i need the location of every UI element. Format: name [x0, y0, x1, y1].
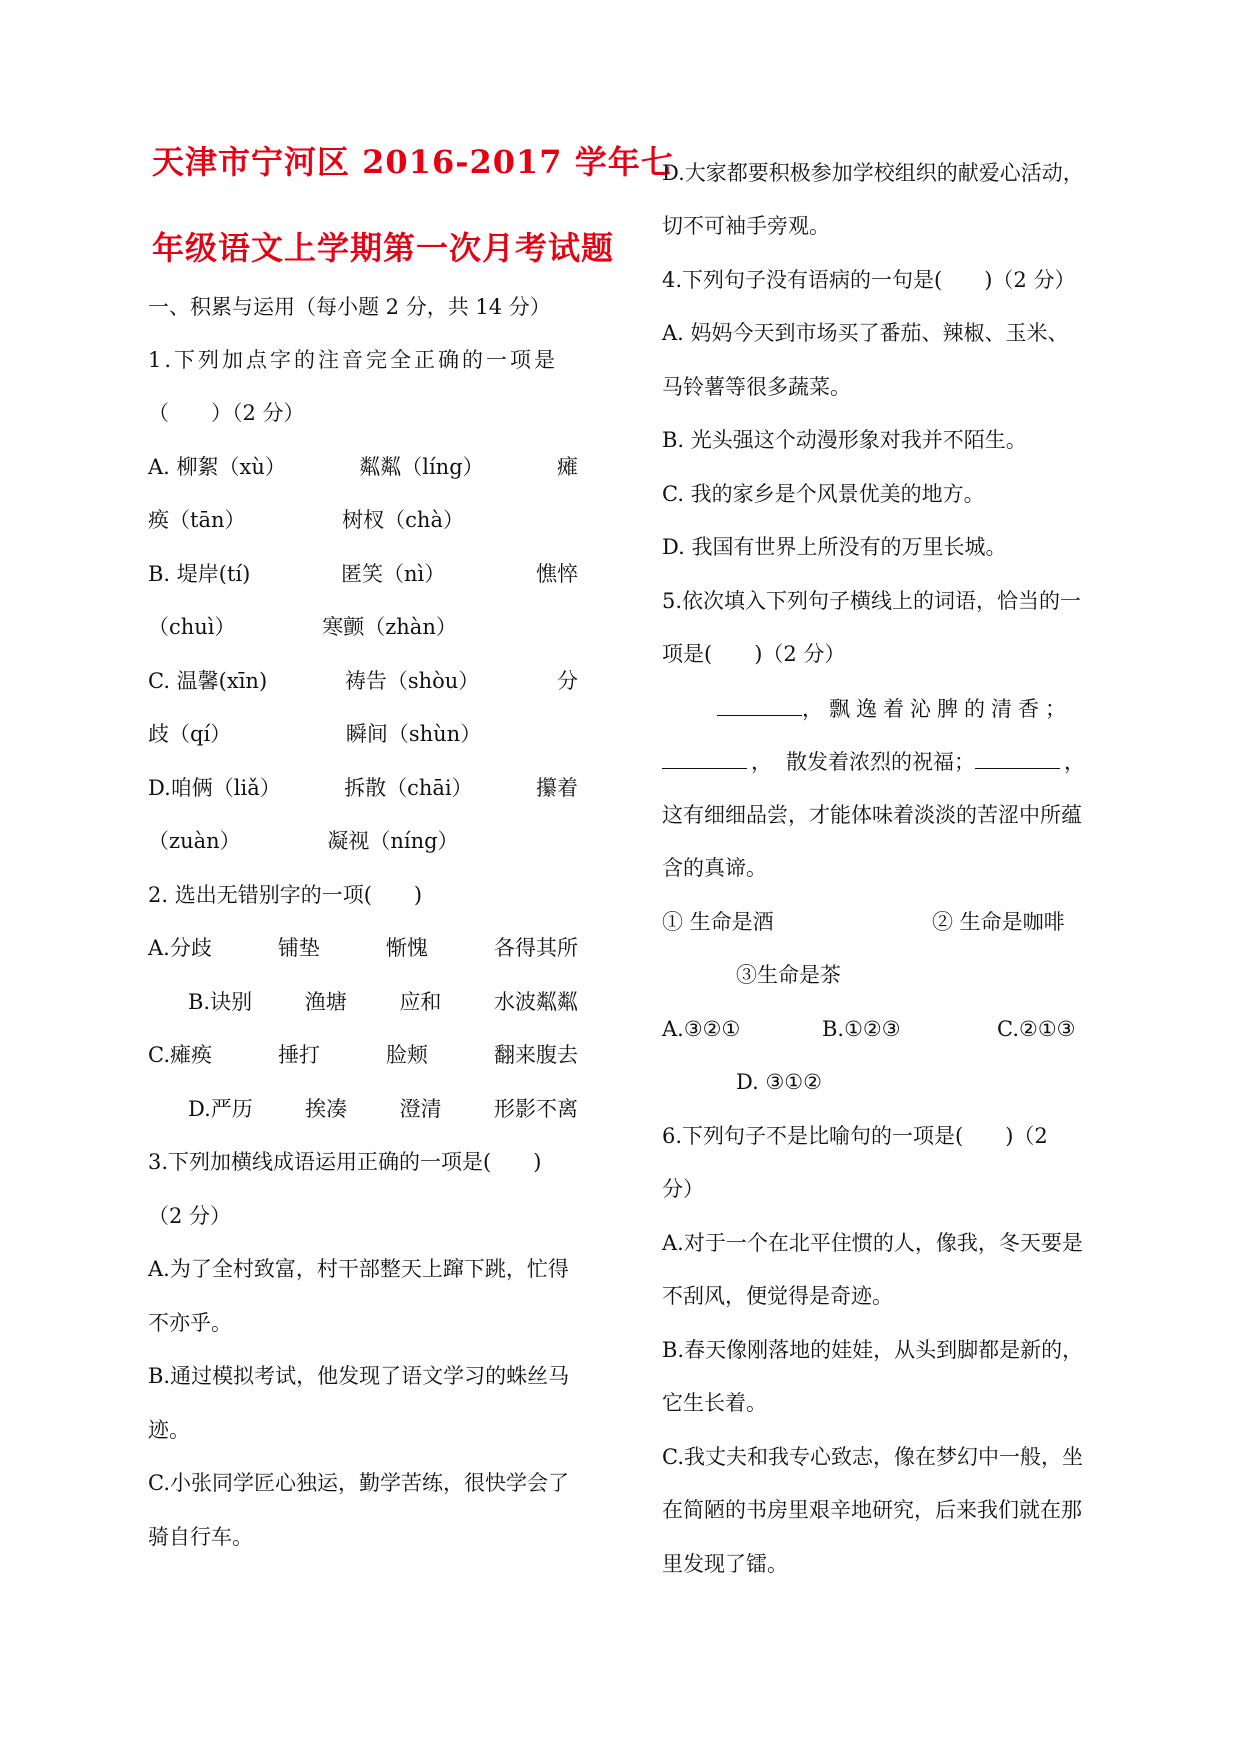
q3-option-c: C.小张同学匠心独运，勤学苦练，很快学会了 [148, 1471, 569, 1495]
q5-stem: 5.依次填入下列句子横线上的词语，恰当的一 [662, 589, 1082, 613]
q1-d-part: 攥着 [536, 776, 578, 800]
q3-option-d-cont: 切不可袖手旁观。 [662, 214, 830, 238]
q1-b-part: 寒颤（zhàn） [322, 615, 457, 639]
q2-option-d [188, 1094, 578, 1124]
q3-stem: 3.下列加横线成语运用正确的一项是( ) [148, 1150, 542, 1174]
q1-d-part: 拆散（chāi） [344, 776, 473, 800]
q2-b-word: B.诀别 [188, 990, 253, 1014]
q4-stem: 4.下列句子没有语病的一句是( )（2 分） [662, 268, 1076, 292]
q2-option-a [148, 933, 578, 963]
q1-option-d [148, 773, 578, 803]
q2-a-word: 惭愧 [385, 936, 428, 960]
q1-option-b [148, 559, 578, 589]
q3-stem-cont: （2 分） [148, 1204, 232, 1228]
q5-answer-b: B.①②③ [822, 1017, 901, 1041]
q2-c-word: 脸颊 [386, 1043, 428, 1067]
q1-a-part: 粼粼（líng） [359, 455, 484, 479]
q5-answer-c: C.②①③ [997, 1017, 1076, 1041]
fill-blank-1[interactable] [717, 693, 802, 716]
q6-option-c-cont2: 里发现了镭。 [662, 1552, 788, 1576]
q6-option-a: A.对于一个在北平住惯的人，像我，冬天要是 [662, 1231, 1083, 1255]
q5-answer-d: D. ③①② [736, 1070, 822, 1094]
q2-option-c [148, 1040, 578, 1070]
fill-blank-2[interactable] [662, 746, 747, 769]
q4-option-a-cont: 马铃薯等很多蔬菜。 [662, 375, 851, 399]
q3-option-c-cont: 骑自行车。 [148, 1525, 253, 1549]
q3-option-d: D.大家都要积极参加学校组织的献爱心活动， [662, 161, 1084, 185]
q1-c-part: 瞬间（shùn） [345, 722, 482, 746]
q4-option-b: B. 光头强这个动漫形象对我并不陌生。 [662, 428, 1027, 452]
q2-a-word: A.分歧 [148, 936, 212, 960]
q1-option-c-cont [148, 719, 481, 749]
fill-blank-3[interactable] [975, 746, 1060, 769]
q1-b-part: B. 堤岸(tí) [148, 562, 251, 586]
q1-option-b-cont [148, 612, 457, 642]
q1-option-a [148, 452, 578, 482]
q1-stem-cont: （ ）（2 分） [148, 401, 305, 425]
q2-stem: 2. 选出无错别字的一项( ) [148, 883, 423, 907]
q5-choice-2: ② 生命是咖啡 [932, 910, 1065, 934]
q4-option-c: C. 我的家乡是个风景优美的地方。 [662, 482, 985, 506]
q6-option-c-cont: 在简陋的书房里艰辛地研究，后来我们就在那 [662, 1498, 1082, 1522]
q1-c-part: C. 温馨(xīn) [148, 669, 268, 693]
q4-option-a: A. 妈妈今天到市场买了番茄、辣椒、玉米、 [662, 321, 1069, 345]
q2-d-word: 形影不离 [493, 1097, 578, 1121]
q5-stem-cont: 项是( )（2 分） [662, 642, 846, 666]
q6-option-b-cont: 它生长着。 [662, 1391, 767, 1415]
q1-d-part: 凝视（níng） [327, 829, 459, 853]
section-heading: 一、积累与运用（每小题 2 分，共 14 分） [148, 295, 551, 319]
q1-a-part: 瘫 [556, 455, 578, 479]
q2-c-word: 捶打 [278, 1043, 320, 1067]
q6-stem: 6.下列句子不是比喻句的一项是( )（2 [662, 1124, 1048, 1148]
q3-option-a: A.为了全村致富，村干部整天上蹿下跳，忙得 [148, 1257, 569, 1281]
q5-sentence-line3: 这有细细品尝，才能体味着淡淡的苦涩中所蕴 [662, 803, 1082, 827]
q1-option-c [148, 666, 578, 696]
q2-c-word: 翻来腹去 [494, 1043, 578, 1067]
q5-sentence-text: ， [751, 750, 772, 774]
q2-c-word: C.瘫痪 [148, 1043, 212, 1067]
q5-choice-1: ① 生命是酒 [662, 910, 774, 934]
q1-c-part: 歧（qí） [148, 722, 232, 746]
doc-title-line2: 年级语文上学期第一次月考试题 [152, 229, 615, 267]
q6-option-b: B.春天像刚落地的娃娃，从头到脚都是新的， [662, 1338, 1084, 1362]
q2-b-word: 水波粼粼 [493, 990, 578, 1014]
q6-stem-cont: 分） [662, 1177, 704, 1201]
q1-a-part: A. 柳絮（xù） [148, 455, 286, 479]
q2-b-word: 应和 [399, 990, 442, 1014]
q6-option-a-cont: 不刮风，便觉得是奇迹。 [662, 1284, 893, 1308]
q1-b-part: （chuì） [148, 615, 236, 639]
q5-sentence-line2 [662, 746, 1085, 776]
q5-sentence-line4: 含的真谛。 [662, 856, 767, 880]
q1-d-part: （zuàn） [148, 829, 241, 853]
q5-choice-3: ③生命是茶 [736, 963, 841, 987]
q1-a-part: 树杈（chà） [342, 508, 464, 532]
q2-b-word: 渔塘 [304, 990, 347, 1014]
q4-option-d: D. 我国有世界上所没有的万里长城。 [662, 535, 1007, 559]
q1-b-part: 匿笑（nì） [341, 562, 446, 586]
q1-stem: 1.下列加点字的注音完全正确的一项是 [148, 348, 559, 372]
q2-a-word: 各得其所 [493, 936, 578, 960]
q2-a-word: 铺垫 [277, 936, 320, 960]
q2-option-b [188, 987, 578, 1017]
q6-option-c: C.我丈夫和我专心致志，像在梦幻中一般，坐 [662, 1445, 1083, 1469]
q1-option-a-cont [148, 505, 464, 535]
q2-d-word: 挨凑 [305, 1097, 348, 1121]
q2-d-word: D.严历 [188, 1097, 253, 1121]
q3-option-a-cont: 不亦乎。 [148, 1311, 232, 1335]
q1-option-d-cont [148, 826, 459, 856]
q5-answer-a: A.③②① [662, 1017, 741, 1041]
doc-title-line1: 天津市宁河区 2016-2017 学年七 [152, 143, 674, 181]
q5-sentence-text: ，飘逸着沁脾的清香； [802, 697, 1072, 721]
q1-c-part: 分 [557, 669, 578, 693]
q3-option-b-cont: 迹。 [148, 1418, 190, 1442]
q1-b-part: 憔悴 [535, 562, 578, 586]
q1-d-part: D.咱俩（liǎ） [148, 776, 281, 800]
q3-option-b: B.通过模拟考试，他发现了语文学习的蛛丝马 [148, 1364, 570, 1388]
q5-sentence-line1 [717, 693, 1072, 723]
q2-d-word: 澄清 [399, 1097, 442, 1121]
q5-sentence-text: 散发着浓烈的祝福； [786, 750, 975, 774]
q5-sentence-text: ， [1064, 750, 1085, 774]
q1-a-part: 痪（tān） [148, 508, 246, 532]
q1-c-part: 祷告（shòu） [344, 669, 480, 693]
